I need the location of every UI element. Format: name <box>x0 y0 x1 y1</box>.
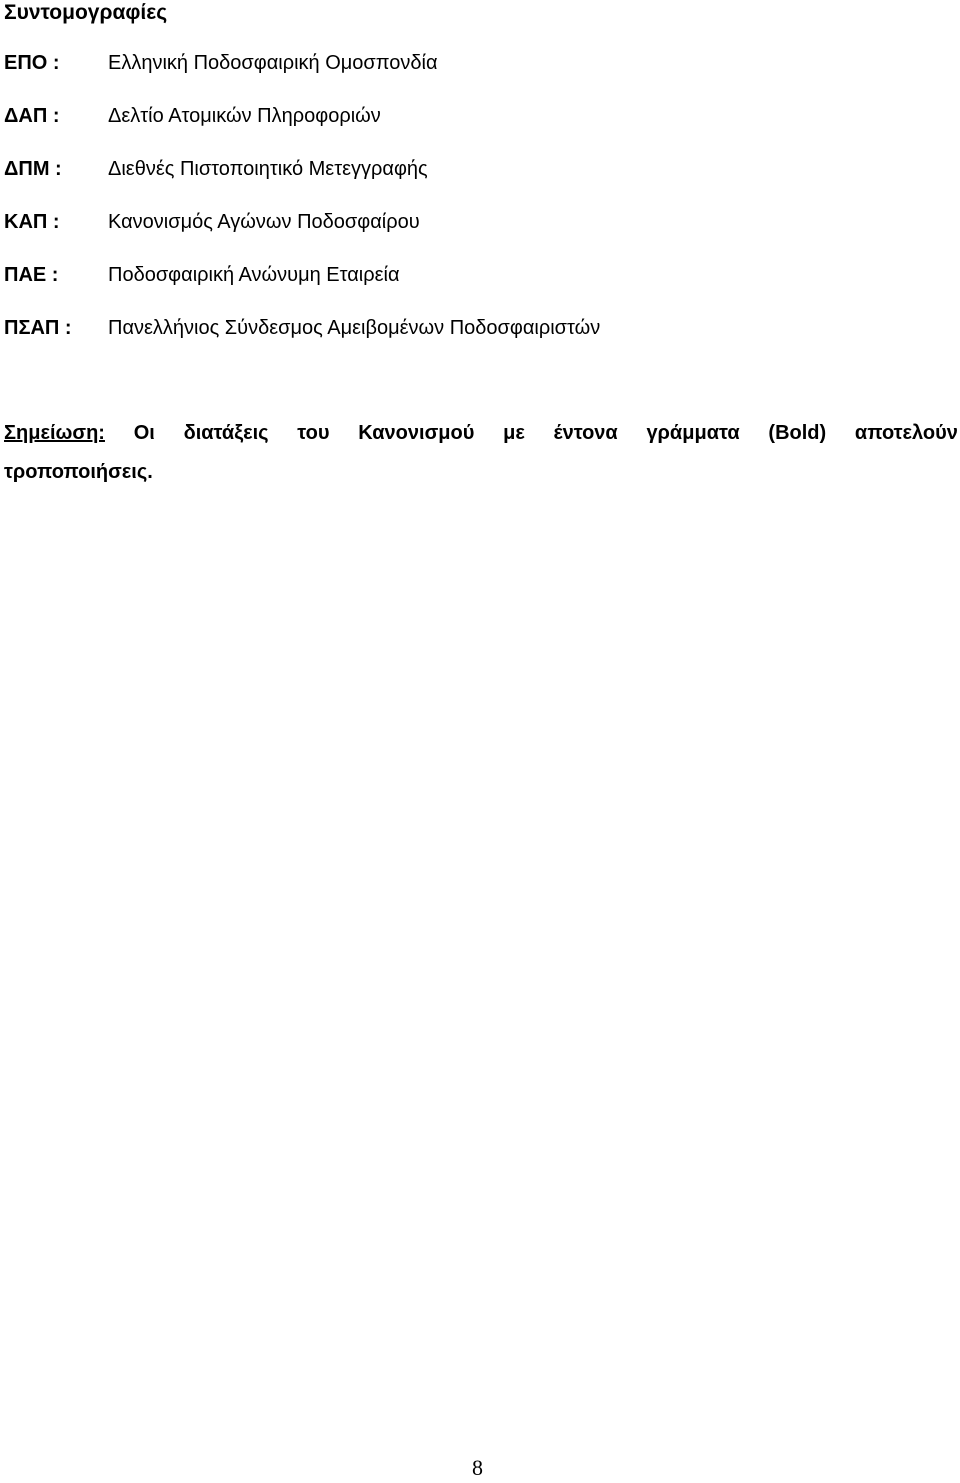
abbreviation-definition: Πανελλήνιος Σύνδεσμος Αμειβομένων Ποδοσφαιριστών <box>108 317 601 339</box>
note-word: Κανονισμού <box>358 422 475 444</box>
abbreviation-row <box>4 262 944 315</box>
page-title: Συντομογραφίες <box>4 1 168 24</box>
abbreviation-definition: Διεθνές Πιστοποιητικό Μετεγγραφής <box>108 158 428 180</box>
note-word: γράμματα <box>646 422 740 444</box>
abbreviation-row <box>4 209 944 262</box>
note-word: Οι <box>133 422 155 444</box>
page-number: 8 <box>472 1455 483 1480</box>
abbreviation-code: ΔΠΜ : <box>4 158 62 180</box>
abbreviation-definition: Ποδοσφαιρική Ανώνυμη Εταιρεία <box>108 264 400 286</box>
abbreviation-code: ΕΠΟ : <box>4 52 60 74</box>
abbreviation-definition: Ελληνική Ποδοσφαιρική Ομοσπονδία <box>108 52 438 74</box>
abbreviation-row <box>4 103 944 156</box>
note-word: του <box>297 422 330 444</box>
abbreviation-row <box>4 315 944 368</box>
abbreviation-code: ΔΑΠ : <box>4 105 60 127</box>
note-word: με <box>503 422 525 444</box>
abbreviation-definition: Δελτίο Ατομικών Πληροφοριών <box>108 105 381 127</box>
note-word: (Bold) <box>768 422 827 444</box>
note-word: έντονα <box>553 422 618 444</box>
abbreviation-definition: Κανονισμός Αγώνων Ποδοσφαίρου <box>108 211 420 233</box>
abbreviation-row <box>4 156 944 209</box>
abbreviation-code: ΠΣΑΠ : <box>4 317 72 339</box>
note-word: αποτελούν <box>854 422 958 444</box>
note-continuation: τροποποιήσεις. <box>4 461 153 483</box>
abbreviation-list <box>4 50 944 368</box>
note-label: Σημείωση: <box>4 422 105 444</box>
abbreviation-code: ΠΑΕ : <box>4 264 59 286</box>
note-first-line <box>4 419 958 447</box>
abbreviation-code: ΚΑΠ : <box>4 211 60 233</box>
abbreviation-row <box>4 50 944 103</box>
note-paragraph <box>4 419 958 486</box>
note-word: διατάξεις <box>183 422 269 444</box>
